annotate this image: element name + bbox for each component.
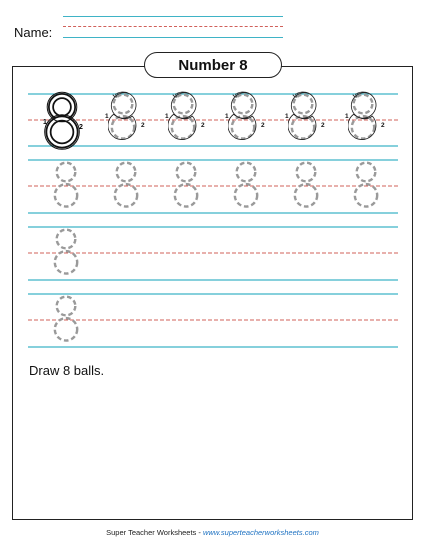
svg-text:1: 1 xyxy=(345,113,349,120)
drawing-instruction: Draw 8 balls. xyxy=(29,363,105,378)
svg-text:2: 2 xyxy=(381,122,385,129)
trace-digit-row-1 xyxy=(108,92,376,140)
svg-text:1: 1 xyxy=(285,113,289,120)
trace-digit xyxy=(288,92,316,140)
svg-text:2: 2 xyxy=(261,122,265,129)
trace-digit xyxy=(55,230,77,274)
footer-url-link[interactable]: www.superteacherworksheets.com xyxy=(202,528,319,537)
svg-text:1: 1 xyxy=(165,113,169,120)
trace-digit xyxy=(115,163,137,207)
practice-row-3 xyxy=(28,227,398,280)
trace-digit xyxy=(55,163,77,207)
svg-text:2: 2 xyxy=(321,122,325,129)
practice-row-1 xyxy=(28,94,398,146)
trace-digit-row-2 xyxy=(55,163,377,207)
trace-digit xyxy=(235,163,257,207)
trace-digit xyxy=(55,297,77,341)
trace-digit xyxy=(348,92,376,140)
footer xyxy=(0,528,425,537)
trace-digit xyxy=(168,92,196,140)
practice-row-2 xyxy=(28,160,398,213)
trace-digit xyxy=(295,163,317,207)
practice-row-4 xyxy=(28,294,398,347)
svg-text:2: 2 xyxy=(201,122,205,129)
trace-digit xyxy=(355,163,377,207)
name-label: Name: xyxy=(14,25,53,40)
stroke-number-1: 1 xyxy=(43,119,47,126)
trace-digit xyxy=(175,163,197,207)
trace-digit xyxy=(228,92,256,140)
trace-digit xyxy=(108,92,136,140)
svg-text:1: 1 xyxy=(105,113,109,120)
footer-separator: - xyxy=(196,528,203,537)
worksheet-title: Number 8 xyxy=(144,52,282,78)
stroke-number-2: 2 xyxy=(79,124,83,131)
footer-brand: Super Teacher Worksheets xyxy=(106,528,197,537)
svg-text:1: 1 xyxy=(225,113,229,120)
model-digit-8 xyxy=(43,92,83,149)
svg-text:2: 2 xyxy=(141,122,145,129)
